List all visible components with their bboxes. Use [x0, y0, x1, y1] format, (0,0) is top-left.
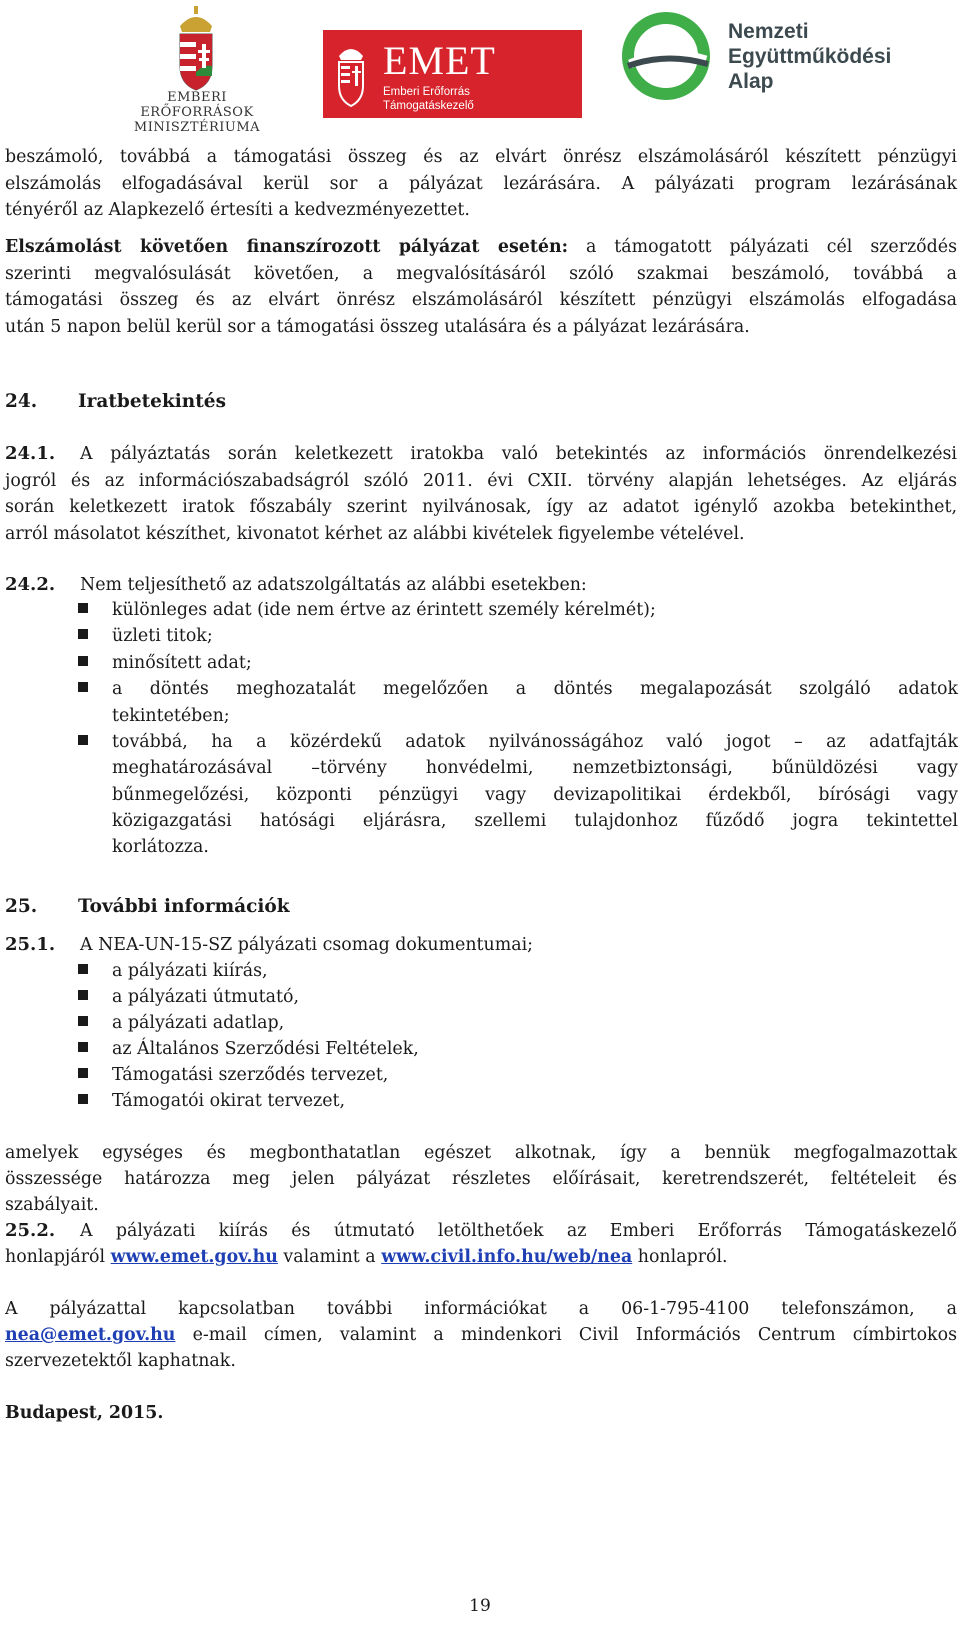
nea-ring-icon [620, 8, 716, 104]
email-link[interactable]: nea@emet.gov.hu [5, 1325, 176, 1345]
exception-item-continuation: tekintetében; [112, 706, 230, 726]
clause-25-2-text: valamint a [277, 1247, 382, 1267]
clause-25-2-line: A pályázati kiírás és útmutató letölthetőek az Emberi Erőforrás Támogatáskezelő [80, 1221, 957, 1241]
civil-info-website-link[interactable]: www.civil.info.hu/web/nea [381, 1247, 633, 1267]
section-24-number: 24. [5, 391, 38, 412]
contact-text: e-mail címen, valamint a mindenkori Civil Információs Centrum címbirtokos [175, 1325, 957, 1345]
emmi-logo [112, 4, 282, 135]
emet-logo [323, 30, 582, 118]
bullet-icon [78, 1068, 88, 1078]
paragraph-2-line1-rest: a támogatott pályázati cél szerződés [568, 237, 957, 257]
exception-item: továbbá, ha a közérdekű adatok nyilvánosságához való jogot – az adatfajták [112, 732, 958, 752]
header-logos [0, 0, 960, 135]
clause-24-1-number: 24.1. [5, 443, 56, 464]
bullet-icon [78, 1016, 88, 1026]
exception-item-continuation: bűnmegelőzési, központi pénzügyi vagy devizapolitikai érdekből, bírósági vagy [112, 785, 958, 805]
bullet-icon [78, 735, 88, 745]
emet-crest-icon [333, 40, 369, 110]
emmi-logo-line2: MINISZTÉRIUMA [133, 120, 261, 135]
bullet-icon [78, 1094, 88, 1104]
paragraph-2-line [5, 234, 957, 261]
nea-logo-line1: Nemzeti [728, 20, 809, 43]
exception-item: a döntés meghozatalát megelőzően a döntés megalapozását szolgáló adatok [112, 679, 958, 699]
exception-item-continuation: korlátozza. [112, 837, 209, 857]
clause-24-1-line: A pályáztatás során keletkezett iratokba való betekintés az információs önrendelkezési [80, 444, 957, 464]
clause-25-2-line [5, 1244, 957, 1271]
exception-item: minősített adat; [112, 653, 252, 673]
paragraph-2-line: után 5 napon belül kerül sor a támogatási összeg utalására és a pályázat lezárására. [5, 317, 750, 337]
contact-line [5, 1322, 957, 1349]
exception-item-continuation: meghatározásával –törvény honvédelmi, nemzetbiztonsági, bűnüldözési vagy [112, 758, 958, 778]
document-item: az Általános Szerződési Feltételek, [112, 1039, 419, 1059]
document-item: a pályázati adatlap, [112, 1013, 285, 1033]
clause-25-1-intro: A NEA-UN-15-SZ pályázati csomag dokumentumai; [80, 935, 534, 955]
clause-25-2-text: honlapról. [632, 1247, 728, 1267]
clause-24-1-line: során keletkezett iratok főszabály szerint nyilvánosak, így az adatot igénylő azokba betekinthet, [5, 497, 957, 517]
closing-paragraph-line: szabályait. [5, 1195, 99, 1215]
section-25-number: 25. [5, 896, 38, 917]
closing-paragraph-line: amelyek egységes és megbonthatatlan egészet alkotnak, így a bennük megfogalmazottak [5, 1143, 957, 1163]
nea-logo-line3: Alap [728, 70, 774, 93]
section-24-title: Iratbetekintés [78, 391, 226, 412]
page-number: 19 [469, 1596, 491, 1616]
nea-logo-line2: Együttműködési [728, 45, 892, 68]
emet-website-link[interactable]: www.emet.gov.hu [110, 1247, 278, 1267]
bullet-icon [78, 964, 88, 974]
document-item: a pályázati kiírás, [112, 961, 268, 981]
clause-24-2-number: 24.2. [5, 574, 56, 595]
paragraph-1-line: elszámolás elfogadásával kerül sor a pályázat lezárására. A pályázati program lezárásának [5, 174, 957, 194]
bullet-icon [78, 990, 88, 1000]
closing-place-date: Budapest, 2015. [5, 1403, 164, 1423]
bullet-icon [78, 603, 88, 613]
document-item: Támogatási szerződés tervezet, [112, 1065, 389, 1085]
bullet-icon [78, 1042, 88, 1052]
paragraph-1-line: tényéről az Alapkezelő értesíti a kedvezményezettet. [5, 200, 470, 220]
clause-25-1-number: 25.1. [5, 934, 56, 955]
exception-item: különleges adat (ide nem értve az érintett személy kérelmét); [112, 600, 656, 620]
exception-item: üzleti titok; [112, 626, 213, 646]
paragraph-2-lead: Elszámolást követően finanszírozott pályázat esetén: [5, 237, 569, 257]
clause-24-2-intro: Nem teljesíthető az adatszolgáltatás az alábbi esetekben: [80, 575, 587, 595]
emet-logo-word: EMET [383, 38, 496, 83]
bullet-icon [78, 656, 88, 666]
document-item: a pályázati útmutató, [112, 987, 299, 1007]
nea-logo [620, 8, 940, 104]
exception-item-continuation: közigazgatási hatósági eljárásra, szellemi tulajdonhoz fűződő jogra tekintettel [112, 811, 958, 831]
contact-line: szervezetektől kaphatnak. [5, 1351, 236, 1371]
clause-25-2-text: honlapjáról [5, 1247, 111, 1267]
clause-25-2-number: 25.2. [5, 1220, 56, 1241]
bullet-icon [78, 629, 88, 639]
paragraph-2-line: szerinti megvalósulását követően, a megvalósításáról szóló szakmai beszámoló, továbbá a [5, 264, 957, 284]
emet-logo-sub2: Támogatáskezelő [383, 100, 474, 112]
clause-24-1-line: arról másolatot készíthet, kivonatot kérhet az alábbi kivételek figyelembe vételével. [5, 524, 745, 544]
contact-line: A pályázattal kapcsolatban további információkat a 06-1-795-4100 telefonszámon, a [5, 1299, 957, 1319]
bullet-icon [78, 682, 88, 692]
hungarian-coat-of-arms-icon [170, 6, 222, 92]
emmi-logo-line1: EMBERI ERŐFORRÁSOK [140, 90, 254, 120]
document-item: Támogatói okirat tervezet, [112, 1091, 346, 1111]
emet-logo-sub1: Emberi Erőforrás [383, 86, 470, 98]
paragraph-2-line: támogatási összeg és az elvárt önrész elszámolásáról készített pénzügyi elszámolás elfogadása [5, 290, 957, 310]
section-25-title: További információk [78, 896, 290, 917]
closing-paragraph-line: összessége határozza meg jelen pályázat részletes előírásait, keretrendszerét, feltételeit és [5, 1169, 957, 1189]
clause-24-1-line: jogról és az információszabadságról szóló 2011. évi CXII. törvény alapján lehetséges. Az eljárás [5, 471, 957, 491]
paragraph-1-line: beszámoló, továbbá a támogatási összeg és az elvárt önrész elszámolásáról készített pénzügyi [5, 147, 957, 167]
